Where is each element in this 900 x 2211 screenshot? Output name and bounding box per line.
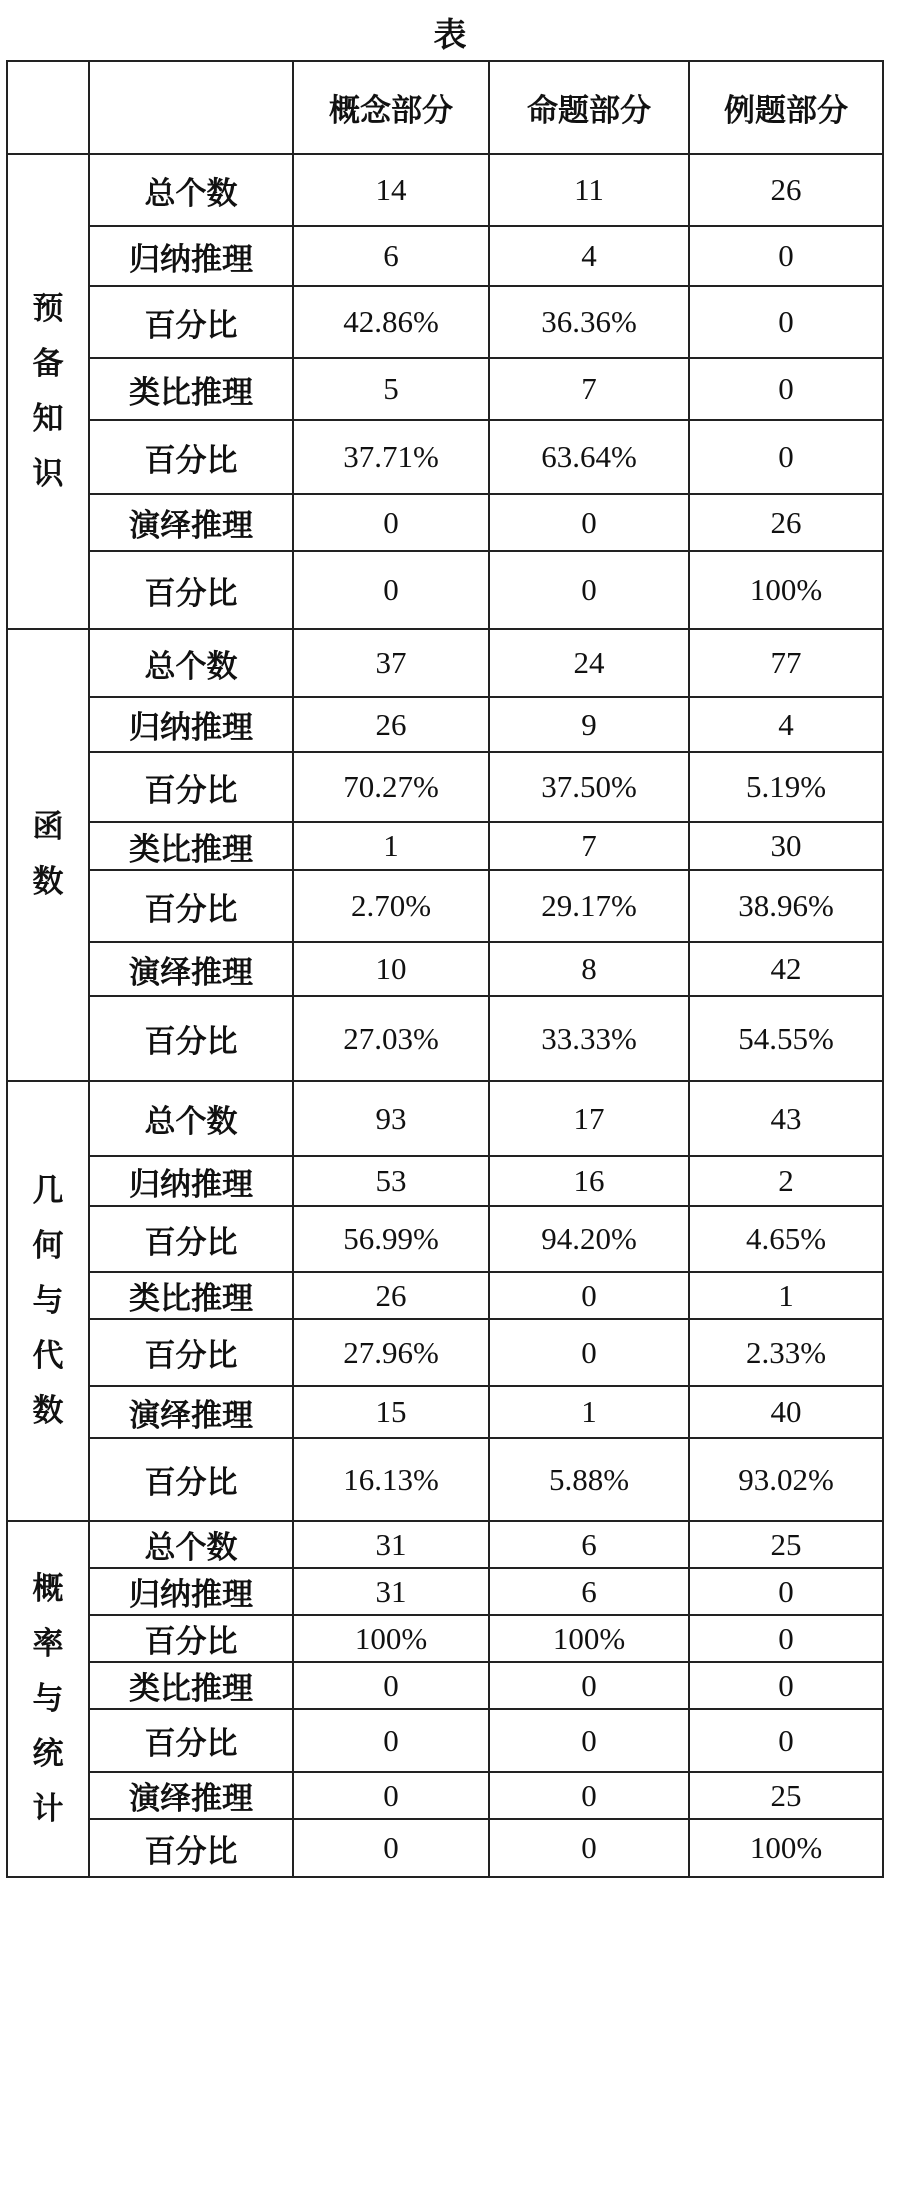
- table-row: [7, 1772, 883, 1819]
- value-cell: 93.02%: [689, 1438, 883, 1521]
- value-cell: 0: [489, 494, 689, 551]
- value-cell: 37.71%: [293, 420, 489, 494]
- value-cell: 5.88%: [489, 1438, 689, 1521]
- value-cell: 0: [293, 1709, 489, 1772]
- metric-cell: 总个数: [89, 1521, 293, 1568]
- value-cell: 16: [489, 1156, 689, 1206]
- value-cell: 0: [489, 551, 689, 629]
- value-cell: 0: [689, 1662, 883, 1709]
- metric-cell: 总个数: [89, 1081, 293, 1156]
- value-cell: 100%: [293, 1615, 489, 1662]
- value-cell: 2.70%: [293, 870, 489, 942]
- value-cell: 5.19%: [689, 752, 883, 822]
- value-cell: 100%: [489, 1615, 689, 1662]
- metric-cell: 演绎推理: [89, 1772, 293, 1819]
- metric-cell: 百分比: [89, 1206, 293, 1272]
- value-cell: 0: [293, 1662, 489, 1709]
- value-cell: 26: [293, 1272, 489, 1319]
- value-cell: 2: [689, 1156, 883, 1206]
- metric-cell: 演绎推理: [89, 1386, 293, 1438]
- value-cell: 70.27%: [293, 752, 489, 822]
- group-name-cell: [7, 1521, 89, 1877]
- table-row: [7, 1272, 883, 1319]
- value-cell: 77: [689, 629, 883, 697]
- value-cell: 0: [689, 1568, 883, 1615]
- value-cell: 38.96%: [689, 870, 883, 942]
- value-cell: 25: [689, 1521, 883, 1568]
- value-cell: 63.64%: [489, 420, 689, 494]
- group-name-cell: [7, 629, 89, 1081]
- metric-cell: 归纳推理: [89, 226, 293, 286]
- value-cell: 0: [689, 226, 883, 286]
- header-cell: [7, 61, 89, 154]
- metric-cell: 总个数: [89, 154, 293, 226]
- value-cell: 4: [689, 697, 883, 752]
- value-cell: 7: [489, 358, 689, 420]
- value-cell: 1: [689, 1272, 883, 1319]
- value-cell: 100%: [689, 551, 883, 629]
- metric-cell: 归纳推理: [89, 697, 293, 752]
- value-cell: 27.03%: [293, 996, 489, 1081]
- value-cell: 42.86%: [293, 286, 489, 358]
- metric-cell: 类比推理: [89, 358, 293, 420]
- value-cell: 0: [689, 286, 883, 358]
- value-cell: 6: [489, 1521, 689, 1568]
- value-cell: 0: [489, 1772, 689, 1819]
- value-cell: 0: [489, 1819, 689, 1877]
- metric-cell: 归纳推理: [89, 1156, 293, 1206]
- table-row: [7, 1615, 883, 1662]
- metric-cell: 百分比: [89, 752, 293, 822]
- value-cell: 0: [689, 1615, 883, 1662]
- value-cell: 10: [293, 942, 489, 996]
- metric-cell: 百分比: [89, 1709, 293, 1772]
- header-cell: 概念部分: [293, 61, 489, 154]
- value-cell: 0: [489, 1709, 689, 1772]
- metric-cell: 类比推理: [89, 822, 293, 870]
- value-cell: 17: [489, 1081, 689, 1156]
- table-row: [7, 226, 883, 286]
- value-cell: 40: [689, 1386, 883, 1438]
- table-row: [7, 420, 883, 494]
- value-cell: 4: [489, 226, 689, 286]
- table-row: [7, 1709, 883, 1772]
- value-cell: 27.96%: [293, 1319, 489, 1386]
- value-cell: 56.99%: [293, 1206, 489, 1272]
- value-cell: 36.36%: [489, 286, 689, 358]
- header-cell: 例题部分: [689, 61, 883, 154]
- metric-cell: 类比推理: [89, 1272, 293, 1319]
- value-cell: 43: [689, 1081, 883, 1156]
- value-cell: 8: [489, 942, 689, 996]
- value-cell: 5: [293, 358, 489, 420]
- value-cell: 37.50%: [489, 752, 689, 822]
- group-name: 预备知识: [32, 290, 64, 492]
- value-cell: 53: [293, 1156, 489, 1206]
- group-name-cell: [7, 154, 89, 629]
- value-cell: 16.13%: [293, 1438, 489, 1521]
- value-cell: 0: [293, 551, 489, 629]
- value-cell: 0: [293, 1772, 489, 1819]
- value-cell: 33.33%: [489, 996, 689, 1081]
- value-cell: 31: [293, 1521, 489, 1568]
- value-cell: 100%: [689, 1819, 883, 1877]
- table-row: [7, 1386, 883, 1438]
- value-cell: 0: [489, 1319, 689, 1386]
- table-row: [7, 697, 883, 752]
- value-cell: 31: [293, 1568, 489, 1615]
- metric-cell: 类比推理: [89, 1662, 293, 1709]
- value-cell: 25: [689, 1772, 883, 1819]
- table-row: [7, 1206, 883, 1272]
- value-cell: 6: [489, 1568, 689, 1615]
- value-cell: 0: [293, 494, 489, 551]
- metric-cell: 百分比: [89, 420, 293, 494]
- table-row: [7, 1081, 883, 1156]
- table-row: [7, 286, 883, 358]
- group-name: 函数: [32, 809, 64, 900]
- value-cell: 0: [689, 1709, 883, 1772]
- value-cell: 37: [293, 629, 489, 697]
- value-cell: 15: [293, 1386, 489, 1438]
- table-row: [7, 1156, 883, 1206]
- value-cell: 42: [689, 942, 883, 996]
- table-row: [7, 1319, 883, 1386]
- table-row: [7, 996, 883, 1081]
- value-cell: 2.33%: [689, 1319, 883, 1386]
- table-row: [7, 822, 883, 870]
- metric-cell: 演绎推理: [89, 494, 293, 551]
- table-row: [7, 358, 883, 420]
- value-cell: 26: [293, 697, 489, 752]
- value-cell: 29.17%: [489, 870, 689, 942]
- table-row: [7, 154, 883, 226]
- value-cell: 0: [489, 1272, 689, 1319]
- table-row: [7, 752, 883, 822]
- header-row: [7, 61, 883, 154]
- metric-cell: 演绎推理: [89, 942, 293, 996]
- value-cell: 93: [293, 1081, 489, 1156]
- metric-cell: 百分比: [89, 996, 293, 1081]
- metric-cell: 百分比: [89, 1819, 293, 1877]
- value-cell: 0: [689, 358, 883, 420]
- value-cell: 14: [293, 154, 489, 226]
- value-cell: 24: [489, 629, 689, 697]
- table-row: [7, 1568, 883, 1615]
- metric-cell: 百分比: [89, 1319, 293, 1386]
- value-cell: 1: [293, 822, 489, 870]
- value-cell: 26: [689, 494, 883, 551]
- header-cell: 命题部分: [489, 61, 689, 154]
- metric-cell: 百分比: [89, 1438, 293, 1521]
- table-row: [7, 551, 883, 629]
- value-cell: 26: [689, 154, 883, 226]
- table-row: [7, 942, 883, 996]
- table-row: [7, 1521, 883, 1568]
- table-row: [7, 1819, 883, 1877]
- value-cell: 7: [489, 822, 689, 870]
- table-row: [7, 870, 883, 942]
- table-row: [7, 494, 883, 551]
- metric-cell: 百分比: [89, 551, 293, 629]
- table-row: [7, 1438, 883, 1521]
- group-name: 几何与代数: [32, 1172, 64, 1429]
- metric-cell: 总个数: [89, 629, 293, 697]
- value-cell: 11: [489, 154, 689, 226]
- group-name-cell: [7, 1081, 89, 1521]
- value-cell: 54.55%: [689, 996, 883, 1081]
- metric-cell: 百分比: [89, 286, 293, 358]
- value-cell: 30: [689, 822, 883, 870]
- metric-cell: 百分比: [89, 1615, 293, 1662]
- table-row: [7, 1662, 883, 1709]
- data-table: [6, 60, 884, 1878]
- value-cell: 0: [293, 1819, 489, 1877]
- value-cell: 94.20%: [489, 1206, 689, 1272]
- value-cell: 4.65%: [689, 1206, 883, 1272]
- value-cell: 6: [293, 226, 489, 286]
- value-cell: 1: [489, 1386, 689, 1438]
- metric-cell: 归纳推理: [89, 1568, 293, 1615]
- metric-cell: 百分比: [89, 870, 293, 942]
- value-cell: 9: [489, 697, 689, 752]
- header-cell: [89, 61, 293, 154]
- table-title: 表: [433, 15, 467, 54]
- table-row: [7, 629, 883, 697]
- value-cell: 0: [489, 1662, 689, 1709]
- value-cell: 0: [689, 420, 883, 494]
- group-name: 概率与统计: [32, 1570, 64, 1827]
